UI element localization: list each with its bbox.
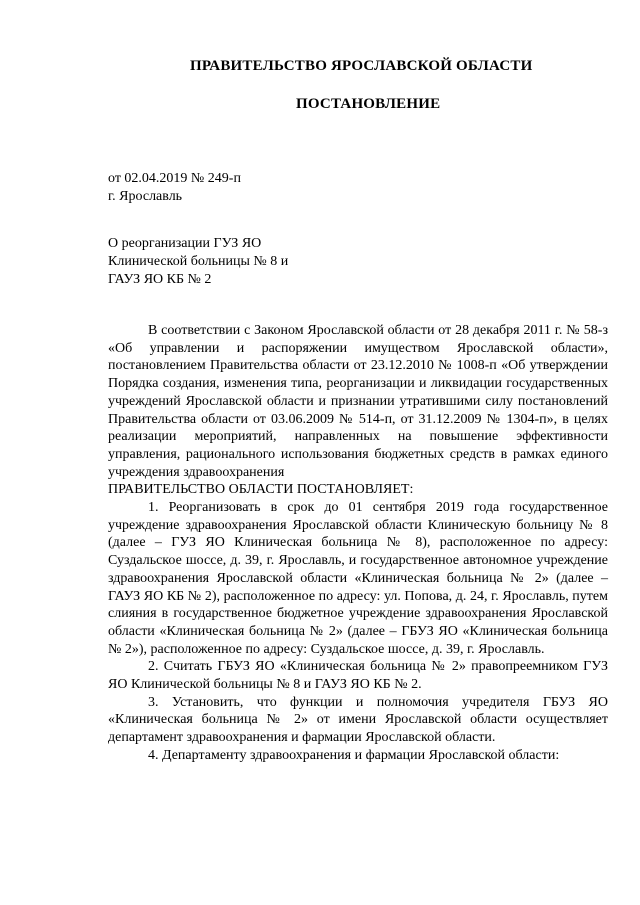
document-type-title: ПОСТАНОВЛЕНИЕ xyxy=(296,96,441,112)
document-date-number: от 02.04.2019 № 249-п xyxy=(108,171,241,186)
subject-line: О реорганизации ГУЗ ЯО xyxy=(108,236,262,251)
item-paragraph-2: 2. Считать ГБУЗ ЯО «Клиническая больница № 2» правопреемником ГУЗ ЯО Клинической больницы № 8 и ГАУЗ ЯО КБ № 2. xyxy=(108,659,608,693)
resolution-heading: ПРАВИТЕЛЬСТВО ОБЛАСТИ ПОСТАНОВЛЯЕТ: xyxy=(108,482,414,498)
government-title: ПРАВИТЕЛЬСТВО ЯРОСЛАВСКОЙ ОБЛАСТИ xyxy=(190,58,533,74)
item-paragraph-1: 1. Реорганизовать в срок до 01 сентября 2019 года государственное учреждение здравоохранения Ярославской области Клиническую больницу № 8 (далее – ГУЗ ЯО Клиническая больница № 8), расположенное по адресу: Суздальское шоссе, д. 39, г. Ярославль, и государственное автономное учреждение здравоохранения Ярославской области «Клиническая больница № 2» (далее – ГАУЗ ЯО КБ № 2), расположенное по адресу: ул. Попова, д. 24, г. Ярославль, путем слияния в государственное бюджетное учреждение здравоохранения Ярославской области «Клиническая больница № 2» (далее – ГБУЗ ЯО «Клиническая больница № 2»), расположенное по адресу: Суздальское шоссе, д. 39, г. Ярославль. xyxy=(108,500,608,657)
subject-line: Клинической больницы № 8 и xyxy=(108,254,289,269)
subject-line: ГАУЗ ЯО КБ № 2 xyxy=(108,272,212,287)
item-paragraph-3: 3. Установить, что функции и полномочия учредителя ГБУЗ ЯО «Клиническая больница № 2» от имени Ярославской области осуществляет департамент здравоохранения и фармации Ярославской области. xyxy=(108,694,608,746)
item-paragraph-4: 4. Департаменту здравоохранения и фармации Ярославской области: xyxy=(148,747,560,763)
document-subject xyxy=(108,235,368,289)
document-body xyxy=(108,322,608,765)
preamble-paragraph: В соответствии с Законом Ярославской области от 28 декабря 2011 г. № 58-з «Об управлении и распоряжении имуществом Ярославской области», постановлением Правительства области от 23.12.2010 № 1008-п «Об утверждении Порядка создания, изменения типа, реорганизации и ликвидации государственных учреждений Ярославской области и признании утратившими силу постановлений Правительства области от 03.06.2009 № 514-п, от 31.12.2009 № 1304-п», в целях реализации мероприятий, направленных на повышение эффективности управления, рационального использования бюджетных средств в рамках единого учреждения здравоохранения xyxy=(108,323,608,480)
document-city: г. Ярославль xyxy=(108,189,183,204)
